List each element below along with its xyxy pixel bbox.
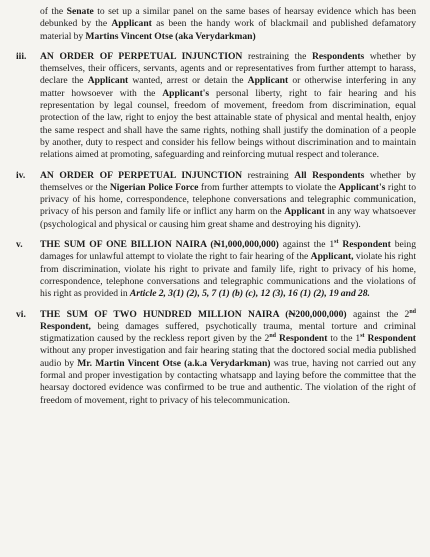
text-run: was true, having not carried out any formal and proper investigation by contacting whatsapp and laying before the committee that the hearsay doctored evidence was confirmed to be true and authentic. The violation of the right of freedom of movement, right to privacy of his telecommunication. <box>40 357 416 406</box>
ordinal-superscript: st <box>360 332 365 339</box>
text-run: whether by themselves or the <box>40 169 416 193</box>
bold-run: Respondent <box>342 239 391 251</box>
continuation-paragraph <box>8 6 416 43</box>
text-run: against the 2 <box>346 308 410 320</box>
list-item-v <box>8 239 416 300</box>
bold-run: Applicant <box>87 75 129 87</box>
list-item-iii <box>8 51 416 162</box>
text-run: from further attempts to violate the <box>198 181 339 193</box>
bold-run: Respondent <box>276 333 328 345</box>
text-run: to set up a similar panel on the same bases of hearsay evidence which has been debunked by the <box>40 6 416 30</box>
ordinal-superscript: nd <box>409 308 416 315</box>
bold-run: Senate <box>66 6 94 17</box>
text-run: personal liberty, right to fair hearing and his representation by legal counsel, freedom of movement, freedom from discrimination, equal protection of the law, right to enjoy the best attainable state of physical and mental health, enjoy the same respect and shall have the same rights, nothing shall justify the domination of a people by another, duty to respect and consider his fellow beings without discrimination and to maintain relations aimed at promoting, safeguarding and reinforcing mutual respect and tolerance. <box>40 87 416 161</box>
item-heading: THE SUM OF TWO HUNDRED MILLION NAIRA (₦200,000,000) <box>40 308 347 320</box>
item-numeral: iii. <box>16 50 27 62</box>
item-heading: AN ORDER OF PERPETUAL INJUNCTION <box>40 50 243 62</box>
text-run: to the 1 <box>327 333 361 345</box>
text-run: restraining <box>242 169 295 181</box>
text-run: against the 1 <box>278 239 335 251</box>
article-reference: Article 2, 3(1) (2), 5, 7 (1) (b) (c), 12 (3), 16 (1) (2), 19 and 28. <box>129 288 370 300</box>
list-item-vi <box>8 309 416 407</box>
bold-run: All Respondents <box>294 169 365 181</box>
bold-run: Applicant, <box>310 251 354 263</box>
item-heading: THE SUM OF ONE BILLION NAIRA (₦1,000,000,000) <box>40 239 279 251</box>
text-run: or otherwise interfering in any matter howsoever with the <box>40 75 416 99</box>
text-run: wanted, arrest or detain the <box>128 75 248 87</box>
text-run: right to privacy of his home, correspondence, telephone conversations and telegraphic communication, privacy of his person and family life or inflict any harm on the <box>40 181 417 218</box>
bold-run: Applicant <box>111 18 152 30</box>
text-run: without any proper investigation and fair hearing stating that the doctored social media published audio by <box>40 345 416 369</box>
text-run: restraining the <box>242 50 312 62</box>
text-run: violate his right from discrimination, violate his right to private and family life, right to privacy of his home, correspondence, telephone conversations and telegraphic communications and the violations of his right as provided in <box>40 251 416 300</box>
text-run: in any way whatsoever (psychological and physical or causing him great shame and destroying his dignity). <box>40 206 416 230</box>
bold-run: Applicant <box>284 206 325 218</box>
bold-run: Respondent, <box>40 320 91 332</box>
text-run: of the <box>40 6 67 17</box>
item-numeral: vi. <box>16 308 26 320</box>
bold-run: Nigerian Police Force <box>109 181 199 193</box>
bold-run: Mr. Martin Vincent Otse (a.k.a Verydarkman) <box>77 357 271 369</box>
ordinal-superscript: nd <box>269 332 277 339</box>
bold-run: Martins Vincent Otse (aka Verydarkman) <box>85 30 256 42</box>
bold-run: Applicant <box>247 75 289 87</box>
text-run: being damages suffered, psychotically trauma, mental torture and criminal stigmatization caused by the reckless report given by the 2 <box>40 320 416 345</box>
item-heading: AN ORDER OF PERPETUAL INJUNCTION <box>40 169 243 181</box>
text-run: being damages for unlawful attempt to violate the right to fair hearing of the <box>40 239 417 263</box>
text-run: whether by themselves, their officers, servants, agents and or representatives from further attempt to harass, declare the <box>40 50 417 87</box>
bold-run: Respondents <box>312 50 365 62</box>
item-numeral: iv. <box>16 169 26 181</box>
item-numeral: v. <box>16 239 23 251</box>
bold-run: Applicant's <box>338 181 386 193</box>
bold-run: Applicant's <box>162 87 210 99</box>
text-run: as been the handy work of blackmail and published defamatory material by <box>40 18 416 42</box>
list-item-iv <box>8 170 416 231</box>
bold-run: Respondent <box>364 333 416 345</box>
ordinal-superscript: st <box>334 238 339 245</box>
